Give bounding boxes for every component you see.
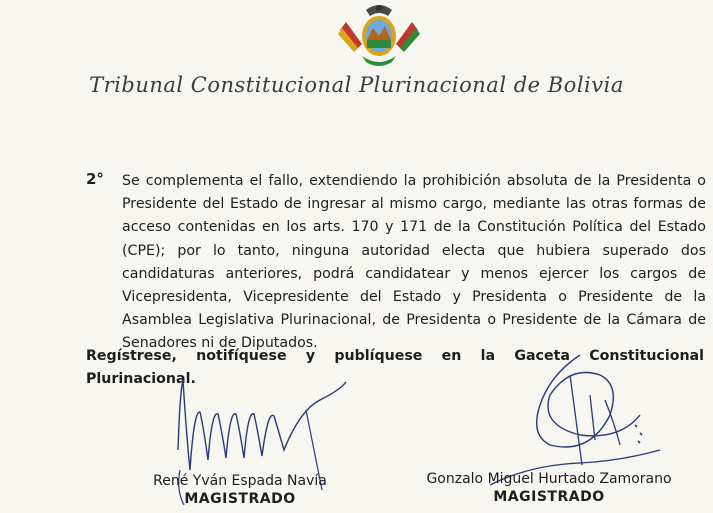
signatory-title: MAGISTRADO (184, 491, 296, 507)
signatory-name: Gonzalo Miguel Hurtado Zamorano (426, 471, 672, 487)
signatory-title: MAGISTRADO (493, 489, 605, 505)
clause-number: 2° (86, 170, 104, 188)
signatory-left (130, 472, 350, 508)
institution-header: Tribunal Constitucional Plurinacional de Bolivia (89, 73, 624, 97)
clause-text: Se complementa el fallo, extendiendo la prohibición absoluta de la Presidenta o Presidente del Estado de ingresar al mismo cargo, mediante las otras formas de acceso contenidas en los arts. 170 y 171 de la Constitución Política del Estado (CPE); por lo tanto, ninguna autoridad electa que hubiera superado dos candidaturas anteriores, podrá candidatear y menos ejercer los cargos de Vicepresidenta, Vicepresidente del Estado y Presidenta o Presidente de la Asamblea Legislativa Plurinacional, de Presidenta o Presidente de la Cámara de Senadores ni de Diputados. (122, 173, 706, 352)
bolivia-coat-of-arms-icon (336, 0, 422, 70)
signatory-right (404, 470, 694, 506)
closing-formula: Regístrese, notifíquese y publíquese en la Gaceta Constitucional Plurinacional. (86, 348, 704, 387)
signatory-name: René Yván Espada Navía (153, 473, 327, 489)
